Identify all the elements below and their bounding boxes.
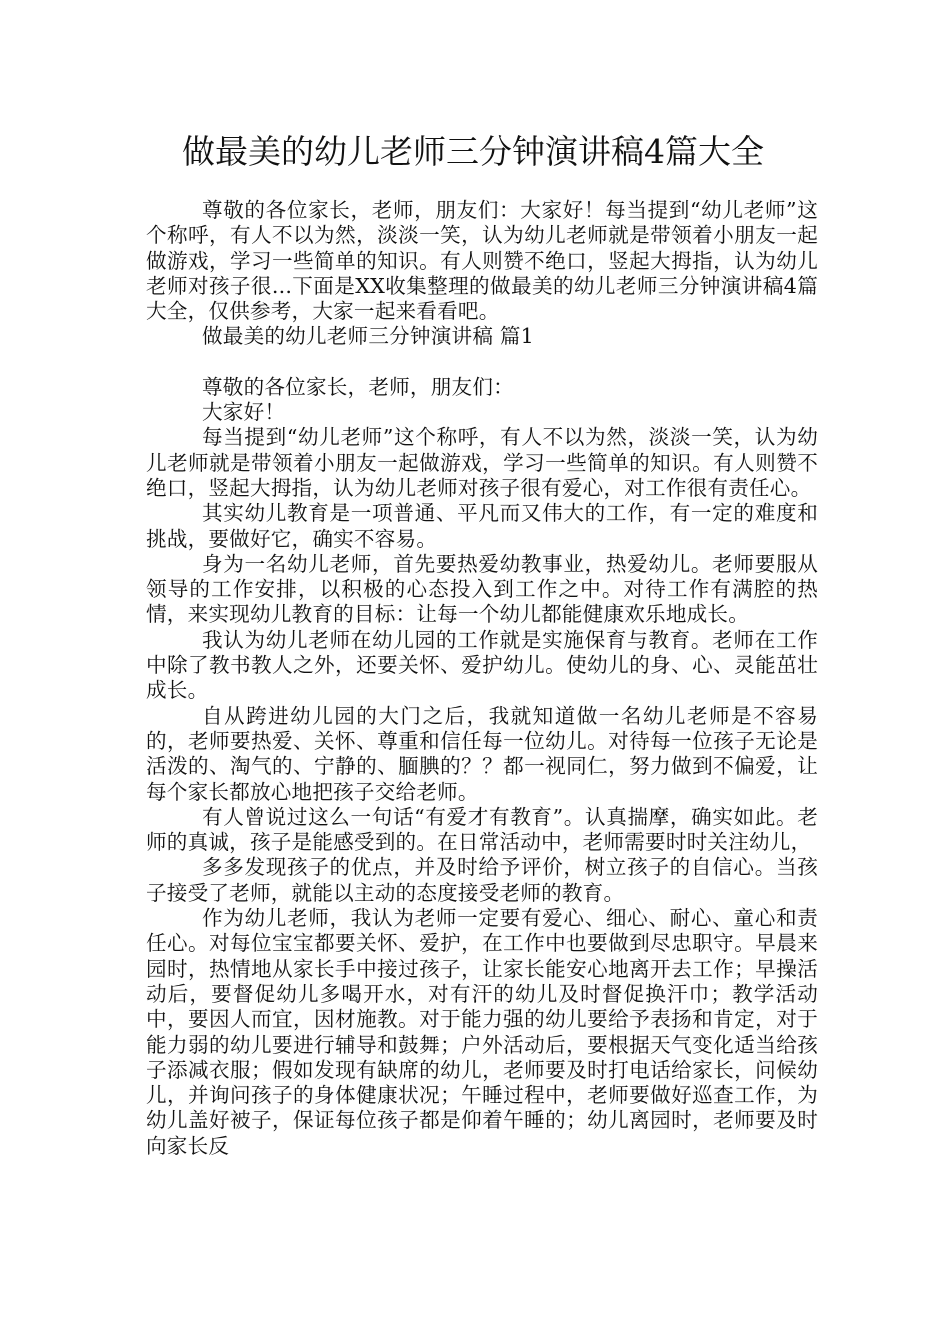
body-paragraph: 自从跨进幼儿园的大门之后，我就知道做一名幼儿老师是不容易的，老师要热爱、关怀、尊重和信任每一位幼儿。对待每一位孩子无论是活泼的、淘气的、宁静的、腼腆的？？都一视同仁，努力做到不偏爱，让每个家长都放心地把孩子交给老师。 <box>146 703 818 804</box>
section-heading: 做最美的幼儿老师三分钟演讲稿 篇1 <box>202 324 534 349</box>
body-paragraph: 身为一名幼儿老师，首先要热爱幼教事业，热爱幼儿。老师要服从领导的工作安排，以积极的心态投入到工作之中。对待工作有满腔的热情，来实现幼儿教育的目标：让每一个幼儿都能健康欢乐地成长。 <box>146 551 818 627</box>
document-page <box>146 128 818 1159</box>
document-title: 做最美的幼儿老师三分钟演讲稿4篇大全 <box>182 132 764 171</box>
body-paragraph: 每当提到“幼儿老师”这个称呼，有人不以为然，淡淡一笑，认为幼儿老师就是带领着小朋友一起做游戏，学习一些简单的知识。有人则赞不绝口，竖起大拇指，认为幼儿老师对孩子很有爱心，对工作很有责任心。 <box>146 425 818 500</box>
intro-paragraph: 尊敬的各位家长，老师，朋友们：大家好！每当提到“幼儿老师”这个称呼，有人不以为然，淡淡一笑，认为幼儿老师就是带领着小朋友一起做游戏，学习一些简单的知识。有人则赞不绝口，竖起大拇指，认为幼儿老师对孩子很...下面是XX收集整理的做最美的幼儿老师三分钟演讲稿4篇大全，仅供参考，大家一起来看看吧。 <box>146 198 818 324</box>
body-paragraph: 我认为幼儿老师在幼儿园的工作就是实施保育与教育。老师在工作中除了教书教人之外，还要关怀、爱护幼儿。使幼儿的身、心、灵能茁壮成长。 <box>146 627 818 703</box>
body-paragraph: 有人曾说过这么一句话“有爱才有教育”。认真揣摩，确实如此。老师的真诚，孩子是能感受到的。在日常活动中，老师需要时时关注幼儿， <box>146 804 818 855</box>
body-paragraph: 其实幼儿教育是一项普通、平凡而又伟大的工作，有一定的难度和挑战，要做好它，确实不容易。 <box>146 501 818 551</box>
blank-line <box>146 350 818 375</box>
body-paragraph: 大家好！ <box>202 400 286 425</box>
body-paragraph: 多多发现孩子的优点，并及时给予评价，树立孩子的自信心。当孩子接受了老师，就能以主动的态度接受老师的教育。 <box>146 855 818 905</box>
body-paragraph: 尊敬的各位家长，老师，朋友们： <box>202 374 514 399</box>
body-paragraph: 作为幼儿老师，我认为老师一定要有爱心、细心、耐心、童心和责任心。对每位宝宝都要关怀、爱护，在工作中也要做到尽忠职守。早晨来园时，热情地从家长手中接过孩子，让家长能安心地离开去工作；早操活动后，要督促幼儿多喝开水，对有汗的幼儿及时督促换汗巾；教学活动中，要因人而宜，因材施教。对于能力强的幼儿要给予表扬和肯定，对于能力弱的幼儿要进行辅导和鼓舞；户外活动后，要根据天气变化适当给孩子添减衣服；假如发现有缺席的幼儿，老师要及时打电话给家长，问候幼儿，并询问孩子的身体健康状况；午睡过程中，老师要做好巡查工作，为幼儿盖好被子，保证每位孩子都是仰着午睡的；幼儿离园时，老师要及时向家长反 <box>146 906 818 1158</box>
